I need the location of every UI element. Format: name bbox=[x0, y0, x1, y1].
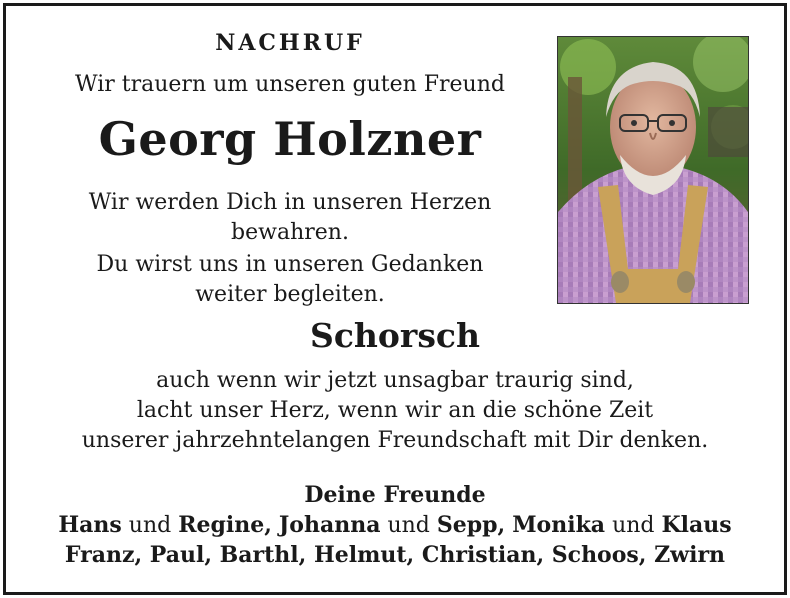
message-line: lacht unser Herz, wenn wir an die schöne Zeit bbox=[136, 398, 654, 423]
verse-line: bewahren. bbox=[231, 220, 349, 245]
friends-line-2 bbox=[0, 540, 790, 571]
friend-name: Sepp, bbox=[436, 512, 506, 538]
friend-names: Franz, Paul, Barthl, Helmut, Christian, Schoos, Zwirn bbox=[64, 542, 726, 568]
friend-name: Johanna bbox=[278, 512, 381, 538]
friend-name: Monika bbox=[512, 512, 606, 538]
deceased-name: Georg Holzner bbox=[98, 112, 482, 166]
friend-name: Hans bbox=[58, 512, 122, 538]
connector-text: und bbox=[605, 513, 662, 538]
friend-name: Regine, bbox=[178, 512, 272, 538]
nickname: Schorsch bbox=[310, 316, 480, 355]
intro-line: Wir trauern um unseren guten Freund bbox=[75, 72, 505, 97]
spacer bbox=[272, 513, 279, 538]
friend-name: Klaus bbox=[661, 512, 732, 538]
friends-line-1 bbox=[0, 510, 790, 541]
message-line: unserer jahrzehntelangen Freundschaft mit Dir denken. bbox=[81, 428, 709, 453]
verse-line: Du wirst uns in unseren Gedanken bbox=[96, 252, 484, 277]
verse-line: weiter begleiten. bbox=[195, 282, 385, 307]
signature-heading: Deine Freunde bbox=[304, 482, 486, 508]
heading-nachruf: NACHRUF bbox=[215, 30, 365, 56]
connector-text: und bbox=[121, 513, 179, 538]
message-line: auch wenn wir jetzt unsagbar traurig sind, bbox=[156, 368, 634, 393]
verse-line: Wir werden Dich in unseren Herzen bbox=[88, 190, 492, 215]
portrait-photo bbox=[557, 36, 749, 304]
connector-text: und bbox=[380, 513, 437, 538]
